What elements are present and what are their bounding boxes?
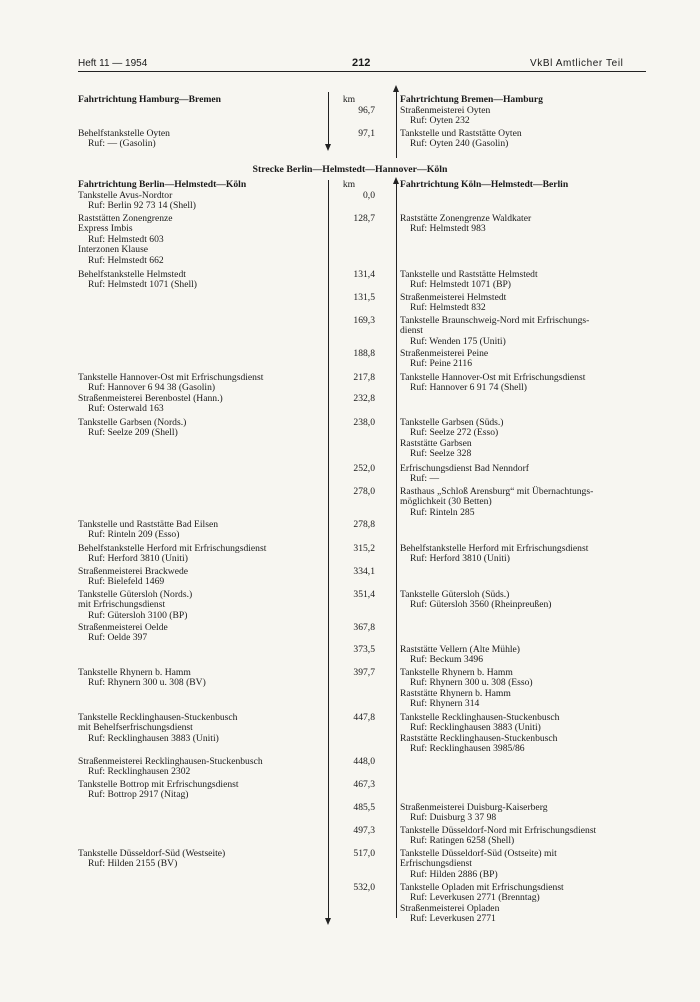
phone-line: Ruf: Recklinghausen 2302 xyxy=(88,766,191,778)
station-name: Straßenmeisterei Duisburg-Kaiserberg xyxy=(400,802,548,813)
phone-line: Ruf: Rinteln 285 xyxy=(410,506,475,518)
phone-line: Ruf: Hannover 6 91 74 (Shell) xyxy=(410,382,527,394)
km-value: 96,7 xyxy=(358,105,375,116)
station-name: Tankstelle Opladen mit Erfrischungsdienst xyxy=(400,882,564,893)
phone-line: Ruf: Hannover 6 94 38 (Gasolin) xyxy=(88,382,216,394)
arrow-down-icon xyxy=(325,144,331,151)
phone-line: Ruf: Helmstedt 983 xyxy=(410,223,486,235)
phone-line: Ruf: Rhynern 300 u. 308 (BV) xyxy=(88,677,206,689)
km-value: 447,8 xyxy=(353,712,375,723)
section2-title: Strecke Berlin—Helmstedt—Hannover—Köln xyxy=(252,164,448,175)
km-value: 128,7 xyxy=(353,213,375,224)
header-right: VkBl Amtlicher Teil xyxy=(530,58,624,69)
km-value: 278,0 xyxy=(353,486,375,497)
phone-line: Ruf: Oyten 240 (Gasolin) xyxy=(410,138,509,150)
km-value: 334,1 xyxy=(353,566,375,577)
station-name: Tankstelle Bottrop mit Erfrischungsdienst xyxy=(78,779,239,790)
phone-line: Ruf: Rhynern 300 u. 308 (Esso) xyxy=(410,677,533,689)
km-value: 532,0 xyxy=(353,882,375,893)
phone-line: Ruf: Helmstedt 832 xyxy=(410,302,486,314)
km-value: 188,8 xyxy=(353,348,375,359)
station-name: Tankstelle Braunschweig-Nord mit Erfrischungs- xyxy=(400,315,590,326)
station-name: Tankstelle Rhynern b. Hamm xyxy=(78,667,191,678)
station-name: Raststätte Zonengrenze Waldkater xyxy=(400,213,532,224)
station-name: Straßenmeisterei Brackwede xyxy=(78,566,189,577)
station-name: Tankstelle und Raststätte Helmstedt xyxy=(400,269,538,280)
station-name: Tankstelle Rhynern b. Hamm xyxy=(400,667,513,678)
km-value: 278,8 xyxy=(353,519,375,530)
phone-line: Ruf: Rhynern 314 xyxy=(410,698,480,710)
section2-right-title: Fahrtrichtung Köln—Helmstedt—Berlin xyxy=(400,179,569,190)
km-value: 217,8 xyxy=(353,372,375,383)
phone-line: Ruf: Seelze 328 xyxy=(410,448,472,460)
phone-line: Ruf: Seelze 209 (Shell) xyxy=(88,427,178,439)
station-name: Tankstelle Hannover-Ost mit Erfrischungsdienst xyxy=(400,372,586,383)
station-name: Straßenmeisterei Opladen xyxy=(400,902,500,914)
km-value: 0,0 xyxy=(363,190,375,201)
station-name: Straßenmeisterei Oelde xyxy=(78,622,168,633)
direction-line-2b xyxy=(396,180,397,918)
station-name: Tankstelle Recklinghausen-Stuckenbusch xyxy=(400,712,560,723)
phone-line: Ruf: Herford 3810 (Uniti) xyxy=(88,553,188,565)
station-name: mit Erfrischungsdienst xyxy=(78,599,166,611)
phone-line: Ruf: Beckum 3496 xyxy=(410,654,484,666)
arrow-up-icon xyxy=(393,177,399,184)
km-value: 131,5 xyxy=(353,292,375,303)
phone-line: Ruf: Hilden 2886 (BP) xyxy=(410,868,498,880)
phone-line: Ruf: — xyxy=(410,473,440,485)
phone-line: Ruf: Recklinghausen 3883 (Uniti) xyxy=(410,722,541,734)
station-name: Tankstelle und Raststätte Bad Eilsen xyxy=(78,519,219,530)
station-name: Raststätte Rhynern b. Hamm xyxy=(400,687,511,699)
station-name: Behelfstankstelle Helmstedt xyxy=(78,269,186,280)
phone-line: Ruf: Helmstedt 662 xyxy=(88,254,164,266)
phone-line: Ruf: Bottrop 2917 (Nitag) xyxy=(88,789,189,801)
header-left: Heft 11 — 1954 xyxy=(78,58,148,69)
station-name: Rasthaus „Schloß Arensburg“ mit Übernachtungs- xyxy=(400,486,594,497)
header-rule xyxy=(78,71,646,72)
arrow-up-icon xyxy=(393,85,399,92)
phone-line: Ruf: Gütersloh 3560 (Rheinpreußen) xyxy=(410,599,552,611)
phone-line: Ruf: Helmstedt 1071 (Shell) xyxy=(88,279,197,291)
km-value: 169,3 xyxy=(353,315,375,326)
station-name: möglichkeit (30 Betten) xyxy=(400,496,492,508)
km-value: 448,0 xyxy=(353,756,375,767)
station-name: mit Behelfserfrischungsdienst xyxy=(78,722,193,734)
phone-line: Ruf: Bielefeld 1469 xyxy=(88,576,165,588)
phone-line: Ruf: Helmstedt 1071 (BP) xyxy=(410,279,511,291)
km-value: 517,0 xyxy=(353,848,375,859)
station-name: Tankstelle Gütersloh (Süds.) xyxy=(400,589,510,600)
phone-line: Ruf: Wenden 175 (Uniti) xyxy=(410,335,506,347)
page-number: 212 xyxy=(352,57,371,69)
phone-line: Ruf: Duisburg 3 37 98 xyxy=(410,812,497,824)
phone-line: Ruf: Osterwald 163 xyxy=(88,403,164,415)
station-name: Tankstelle Düsseldorf-Süd (Westseite) xyxy=(78,848,226,859)
station-name: Tankstelle und Raststätte Oyten xyxy=(400,128,522,139)
station-name: Behelfstankstelle Herford mit Erfrischungsdienst xyxy=(78,543,267,554)
km-value: 232,8 xyxy=(353,393,375,404)
station-name: Tankstelle Garbsen (Nords.) xyxy=(78,417,187,428)
station-name: Raststätten Zonengrenze xyxy=(78,213,173,224)
phone-line: Ruf: Seelze 272 (Esso) xyxy=(410,427,499,439)
station-name: Tankstelle Gütersloh (Nords.) xyxy=(78,589,193,600)
phone-line: Ruf: Leverkusen 2771 (Brenntag) xyxy=(410,892,540,904)
phone-line: Ruf: Oelde 397 xyxy=(88,632,148,644)
phone-line: Ruf: Rinteln 209 (Esso) xyxy=(88,529,180,541)
station-name: Tankstelle Recklinghausen-Stuckenbusch xyxy=(78,712,238,723)
station-name: Express Imbis xyxy=(78,223,133,235)
km-value: 485,5 xyxy=(353,802,375,813)
station-name: Behelfstankstelle Herford mit Erfrischungsdienst xyxy=(400,543,589,554)
station-name: Tankstelle Garbsen (Süds.) xyxy=(400,417,504,428)
phone-line: Ruf: Helmstedt 603 xyxy=(88,233,164,245)
station-name: Straßenmeisterei Recklinghausen-Stuckenbusch xyxy=(78,756,263,767)
phone-line: Ruf: Recklinghausen 3985/86 xyxy=(410,743,525,755)
station-name: Tankstelle Düsseldorf-Nord mit Erfrischungsdienst xyxy=(400,825,597,836)
station-name: Raststätte Recklinghausen-Stuckenbusch xyxy=(400,732,558,744)
section2-left-title: Fahrtrichtung Berlin—Helmstedt—Köln xyxy=(78,179,247,190)
station-name: dienst xyxy=(400,325,423,337)
station-name: Interzonen Klause xyxy=(78,244,149,256)
station-name: Tankstelle Hannover-Ost mit Erfrischungsdienst xyxy=(78,372,264,383)
station-name: Straßenmeisterei Helmstedt xyxy=(400,292,507,303)
km-value: 131,4 xyxy=(353,269,375,280)
arrow-down-icon xyxy=(325,918,331,925)
phone-line: Ruf: Recklinghausen 3883 (Uniti) xyxy=(88,732,219,744)
phone-line: Ruf: Gütersloh 3100 (BP) xyxy=(88,609,188,621)
phone-line: Ruf: Oyten 232 xyxy=(410,115,470,127)
station-name: Tankstelle Düsseldorf-Süd (Ostseite) mit xyxy=(400,848,557,859)
section2-km-label: km xyxy=(342,179,356,190)
km-value: 467,3 xyxy=(353,779,375,790)
phone-line: Ruf: Peine 2116 xyxy=(410,358,472,370)
phone-line: Ruf: Hilden 2155 (BV) xyxy=(88,858,178,870)
km-value: 373,5 xyxy=(353,644,375,655)
station-name: Tankstelle Avus-Nordtor xyxy=(78,190,173,201)
station-name: Erfrischungsdienst xyxy=(400,858,472,870)
station-name: Straßenmeisterei Peine xyxy=(400,348,489,359)
section1-left-title: Fahrtrichtung Hamburg—Bremen xyxy=(78,94,221,105)
station-name: Erfrischungsdienst Bad Nenndorf xyxy=(400,463,529,474)
km-value: 315,2 xyxy=(353,543,375,554)
km-value: 351,4 xyxy=(353,589,375,600)
station-name: Behelfstankstelle Oyten xyxy=(78,128,170,139)
station-name: Straßenmeisterei Berenbostel (Hann.) xyxy=(78,393,223,404)
station-name: Raststätte Vellern (Alte Mühle) xyxy=(400,644,520,655)
section1-right-title: Fahrtrichtung Bremen—Hamburg xyxy=(400,94,543,105)
km-value: 252,0 xyxy=(353,463,375,474)
station-name: Raststätte Garbsen xyxy=(400,437,472,449)
phone-line: Ruf: Herford 3810 (Uniti) xyxy=(410,553,510,565)
km-value: 497,3 xyxy=(353,825,375,836)
km-value: 397,7 xyxy=(353,667,375,678)
km-value: 97,1 xyxy=(358,128,375,139)
phone-line: Ruf: Berlin 92 73 14 (Shell) xyxy=(88,200,196,212)
station-name: Straßenmeisterei Oyten xyxy=(400,105,491,116)
section1-km-label: km xyxy=(342,94,356,105)
km-value: 367,8 xyxy=(353,622,375,633)
direction-line-1b xyxy=(396,88,397,158)
phone-line: Ruf: Ratingen 6258 (Shell) xyxy=(410,835,515,847)
phone-line: Ruf: Leverkusen 2771 xyxy=(410,913,496,925)
km-value: 238,0 xyxy=(353,417,375,428)
phone-line: Ruf: — (Gasolin) xyxy=(88,138,156,150)
